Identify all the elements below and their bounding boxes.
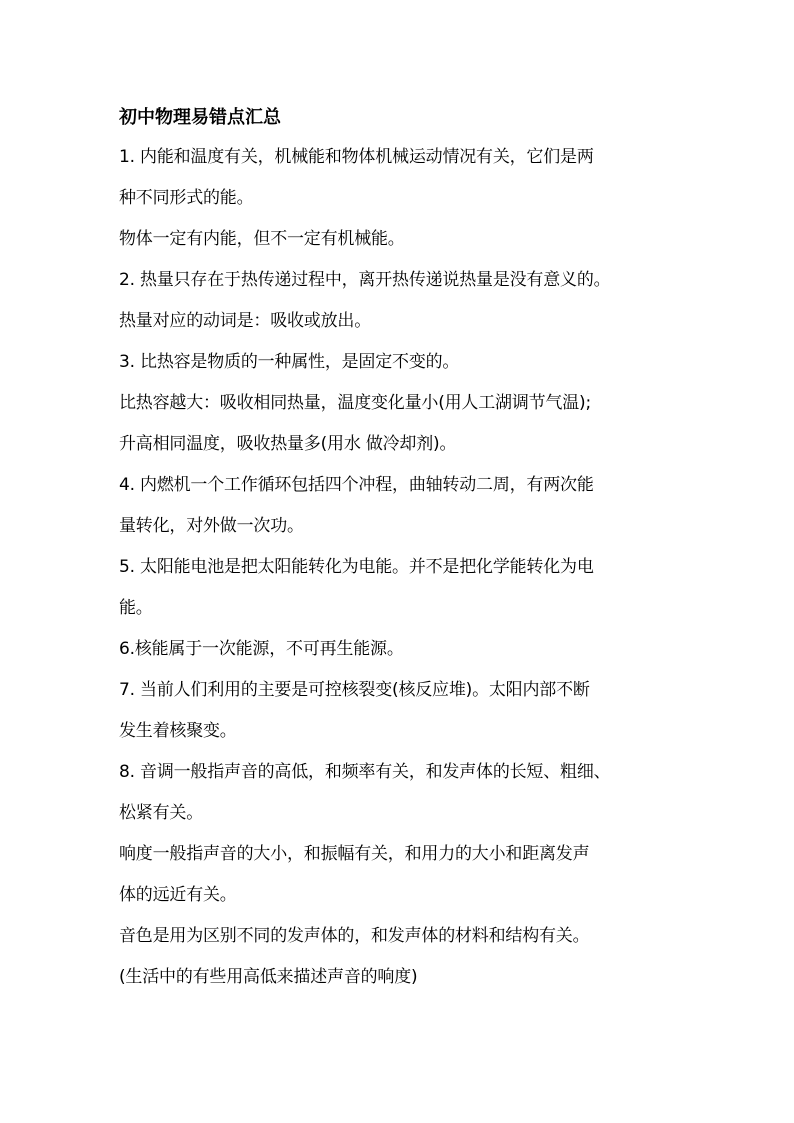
text-line-7: 比热容越大：吸收相同热量，温度变化量小(用人工湖调节气温); [119,393,591,413]
text-line-4: 2. 热量只存在于热传递过程中，离开热传递说热量是没有意义的。 [119,270,611,290]
text-line-2: 种不同形式的能。 [119,188,254,208]
text-line-12: 能。 [119,598,153,618]
text-line-10: 量转化，对外做一次功。 [119,516,304,536]
text-line-8: 升高相同温度，吸收热量多(用水 做冷却剂)。 [119,434,457,454]
text-line-19: 体的远近有关。 [119,885,237,905]
text-line-6: 3. 比热容是物质的一种属性，是固定不变的。 [119,352,460,372]
text-line-13: 6.核能属于一次能源，不可再生能源。 [119,639,404,659]
document-title: 初中物理易错点汇总 [119,107,281,128]
text-line-18: 响度一般指声音的大小，和振幅有关，和用力的大小和距离发声 [119,844,590,864]
text-line-16: 8. 音调一般指声音的高低，和频率有关，和发声体的长短、粗细、 [119,762,611,782]
text-line-21: (生活中的有些用高低来描述声音的响度) [119,967,418,987]
text-line-9: 4. 内燃机一个工作循环包括四个冲程，曲轴转动二周，有两次能 [119,475,594,495]
text-line-5: 热量对应的动词是：吸收或放出。 [119,311,371,331]
text-line-11: 5. 太阳能电池是把太阳能转化为电能。并不是把化学能转化为电 [119,557,594,577]
text-line-17: 松紧有关。 [119,803,203,823]
text-line-14: 7. 当前人们利用的主要是可控核裂变(核反应堆)。太阳内部不断 [119,680,590,700]
document-body [119,100,679,1000]
text-line-3: 物体一定有内能，但不一定有机械能。 [119,229,405,249]
text-line-20: 音色是用为区别不同的发声体的，和发声体的材料和结构有关。 [119,926,590,946]
text-line-1: 1. 内能和温度有关，机械能和物体机械运动情况有关，它们是两 [119,147,594,167]
text-line-15: 发生着核聚变。 [119,721,237,741]
